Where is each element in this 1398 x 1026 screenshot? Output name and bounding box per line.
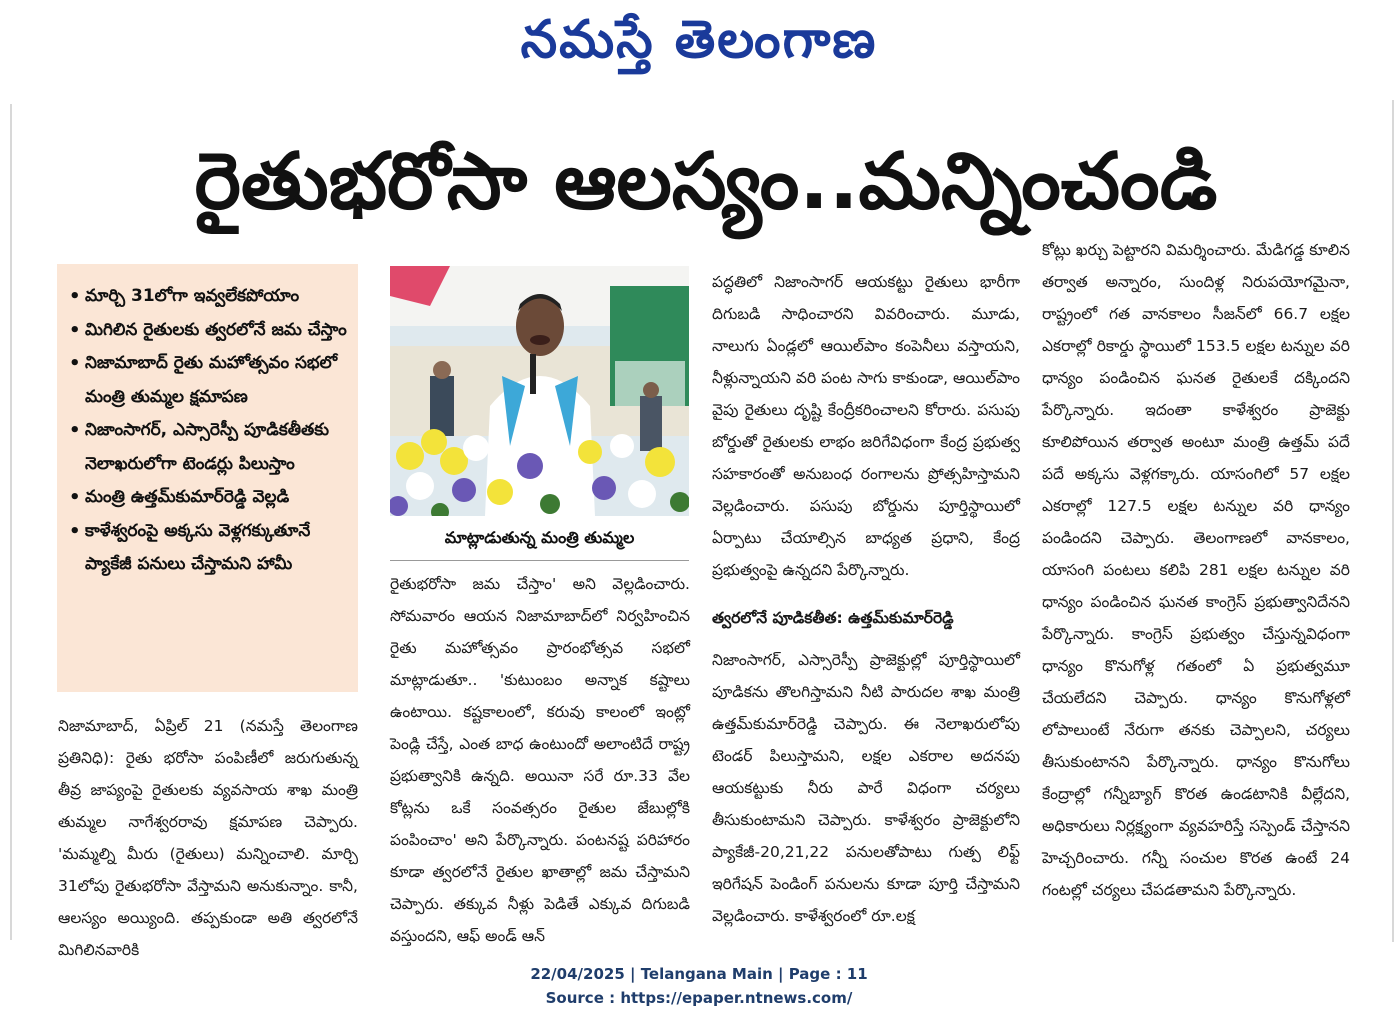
highlights-box [57,264,358,692]
highlight-item: • నిజామాబాద్ రైతు మహోత్సవం సభలో మంత్రి తుమ్మల క్షమాపణ [67,347,352,414]
page-footer [0,962,1398,1010]
article-photo [390,266,689,516]
highlight-item: • నిజాంసాగర్, ఎస్సారెస్పీ పూడికతీతకు నెలాఖరులోగా టెండర్లు పిలుస్తాం [67,414,352,481]
paragraph: కోట్లు ఖర్చు పెట్టారని విమర్శించారు. మేడిగడ్డ కూలిన తర్వాత అన్నారం, సుందిళ్ల నిరుపయోగమైనా, రాష్ట్రంలో గత వానకాలం సీజన్‌లో 66.7 లక్షల ఎకరాల్లో రికార్డు స్థాయిలో 153.5 లక్షల టన్నుల వరి ధాన్యం పండించిన ఘనత రైతులకే దక్కిందని పేర్కొన్నారు. ఇదంతా కాళేశ్వరం ప్రాజెక్టు కూలిపోయిన తర్వాత అంటూ మంత్రి ఉత్తమ్ పదే పదే అక్కసు వెళ్లగక్కారు. యాసంగిలో 57 లక్షల ఎకరాల్లో 127.5 లక్షల టన్నుల వరి ధాన్యం పండిందని చెప్పారు. తెలంగాణలో వానకాలం, యాసంగి పంటలు కలిపి 281 లక్షల టన్నుల వరి ధాన్యం పండించిన ఘనత కాంగ్రెస్ ప్రభుత్వానిదేనని పేర్కొన్నారు. కాంగ్రెస్ ప్రభుత్వం చేస్తున్నవిధంగా ధాన్యం కొనుగోళ్ల గతంలో ఏ ప్రభుత్వమూ చేయలేదని చెప్పారు. ధాన్యం కొనుగోళ్లలో లోపాలుంటే నేరుగా తనకు చెప్పాలని, చర్యలు తీసుకుంటానని పేర్కొన్నారు. ధాన్యం కొనుగోలు కేంద్రాల్లో గన్నీబ్యాగ్ కొరత ఉండటానికి వీల్లేదని, అధికారులు నిర్లక్ష్యంగా వ్యవహరిస్తే సస్పెండ్ చేస్తానని హెచ్చరించారు. గన్నీ సంచుల కొరత ఉంటే 24 గంటల్లో చర్యలు చేపడతామని పేర్కొన్నారు. [1042,241,1350,899]
paragraph: పద్ధతిలో నిజాంసాగర్ ఆయకట్టు రైతులు భారీగా దిగుబడి సాధించారని వివరించారు. మూడు, నాలుగు ఏండ్లలో ఆయిల్‌పాం కంపెనీలు వస్తాయని, నీళ్లున్నాయని వరి పంట సాగు కాకుండా, ఆయిల్‌పాం వైపు రైతులు దృష్టి కేంద్రీకరించాలని కోరారు. పసుపు బోర్డుతో రైతులకు లాభం జరిగేవిధంగా కేంద్ర ప్రభుత్వ సహకారంతో అనుబంధ రంగాలను ప్రోత్సహిస్తామని వెల్లడించారు. పసుపు బోర్డును పూర్తిస్థాయిలో ఏర్పాటు చేయాల్సిన బాధ్యత ప్రధాని, కేంద్ర ప్రభుత్వంపై ఉన్నదని పేర్కొన్నారు. [712,273,1020,579]
article-column-3 [712,266,1020,932]
paragraph: నిజాంసాగర్, ఎస్సారెస్పీ ప్రాజెక్టుల్లో పూర్తిస్థాయిలో పూడికను తొలగిస్తామని నీటి పారుదల శాఖ మంత్రి ఉత్తమ్‌కుమార్‌రెడ్డి చెప్పారు. ఈ నెలాఖరులోపు టెండర్ పిలుస్తామని, లక్షల ఎకరాల అదనపు ఆయకట్టుకు నీరు పారే విధంగా చర్యలు తీసుకుంటామని చెప్పారు. కాళేశ్వరం ప్రాజెక్టులోని ప్యాకేజీ-20,21,22 పనులతోపాటు గుత్ప లిఫ్ట్ ఇరిగేషన్ పెండింగ్ పనులను కూడా పూర్తి చేస్తామని వెల్లడించారు. కాళేశ్వరంలో రూ.లక్ష [712,651,1020,925]
edition-info: 22/04/2025 | Telangana Main | Page : 11 [530,965,868,983]
article-column-2 [390,568,690,952]
article-column-4 [1042,234,1350,906]
article-subheading: త్వరలోనే పూడికతీత: ఉత్తమ్‌కుమార్‌రెడ్డి [712,609,954,627]
highlight-item: • మార్చి 31లోగా ఇవ్వలేకపోయాం [67,280,352,314]
highlight-item: • మిగిలిన రైతులకు త్వరలోనే జమ చేస్తాం [67,314,352,348]
photo-caption: మాట్లాడుతున్న మంత్రి తుమ్మల [390,520,689,561]
paragraph: నిజామాబాద్, ఏప్రిల్ 21 (నమస్తే తెలంగాణ ప్రతినిధి): రైతు భరోసా పంపిణీలో జరుగుతున్న తీవ్ర జాప్యంపై రైతులకు వ్యవసాయ శాఖ మంత్రి తుమ్మల నాగేశ్వరరావు క్షమాపణ చెప్పారు. 'మమ్మల్ని మీరు (రైతులు) మన్నించాలి. మార్చి 31లోపు రైతుభరోసా వేస్తామని అనుకున్నాం. కానీ, ఆలస్యం అయ్యింది. తప్పకుండా అతి త్వరలోనే మిగిలినవారికి [58,717,358,959]
left-border [10,104,12,940]
masthead [0,0,1398,90]
source-link[interactable]: Source : https://epaper.ntnews.com/ [545,989,853,1007]
highlight-item: • మంత్రి ఉత్తమ్‌కుమార్‌రెడ్డి వెల్లడి [67,481,352,515]
paragraph: రైతుభరోసా జమ చేస్తాం' అని వెల్లడించారు. సోమవారం ఆయన నిజామాబాద్‌లో నిర్వహించిన రైతు మహోత్సవం ప్రారంభోత్సవ సభలో మాట్లాడుతూ.. 'కుటుంబం అన్నాక కష్టాలు ఉంటాయి. కష్టకాలంలో, కరువు కాలంలో ఇంట్లో పెండ్లి చేస్తే, ఎంత బాధ ఉంటుందో అలాంటిదే రాష్ట్ర ప్రభుత్వానికి ఉన్నది. అయినా సరే రూ.33 వేల కోట్లను ఒకే సంవత్సరం రైతుల జేబుల్లోకి పంపించాం' అని పేర్కొన్నారు. పంటనష్ట పరిహారం కూడా త్వరలోనే రైతుల ఖాతాల్లో జమ చేస్తామని చెప్పారు. తక్కువ నీళ్లు పెడితే ఎక్కువ దిగుబడి వస్తుందని, ఆఫ్ అండ్ ఆన్ [390,575,690,945]
article-column-1 [58,710,358,966]
article-headline: రైతుభరోసా ఆలస్యం..మన్నించండి [194,137,1218,227]
newspaper-title: నమస్తే తెలంగాణ [520,10,878,70]
highlight-item: • కాళేశ్వరంపై అక్కసు వెళ్లగక్కుతూనే ప్యాకేజీ పనులు చేస్తామని హామీ [67,515,352,582]
right-border [1392,100,1394,942]
minister-speaking-image [390,266,689,516]
